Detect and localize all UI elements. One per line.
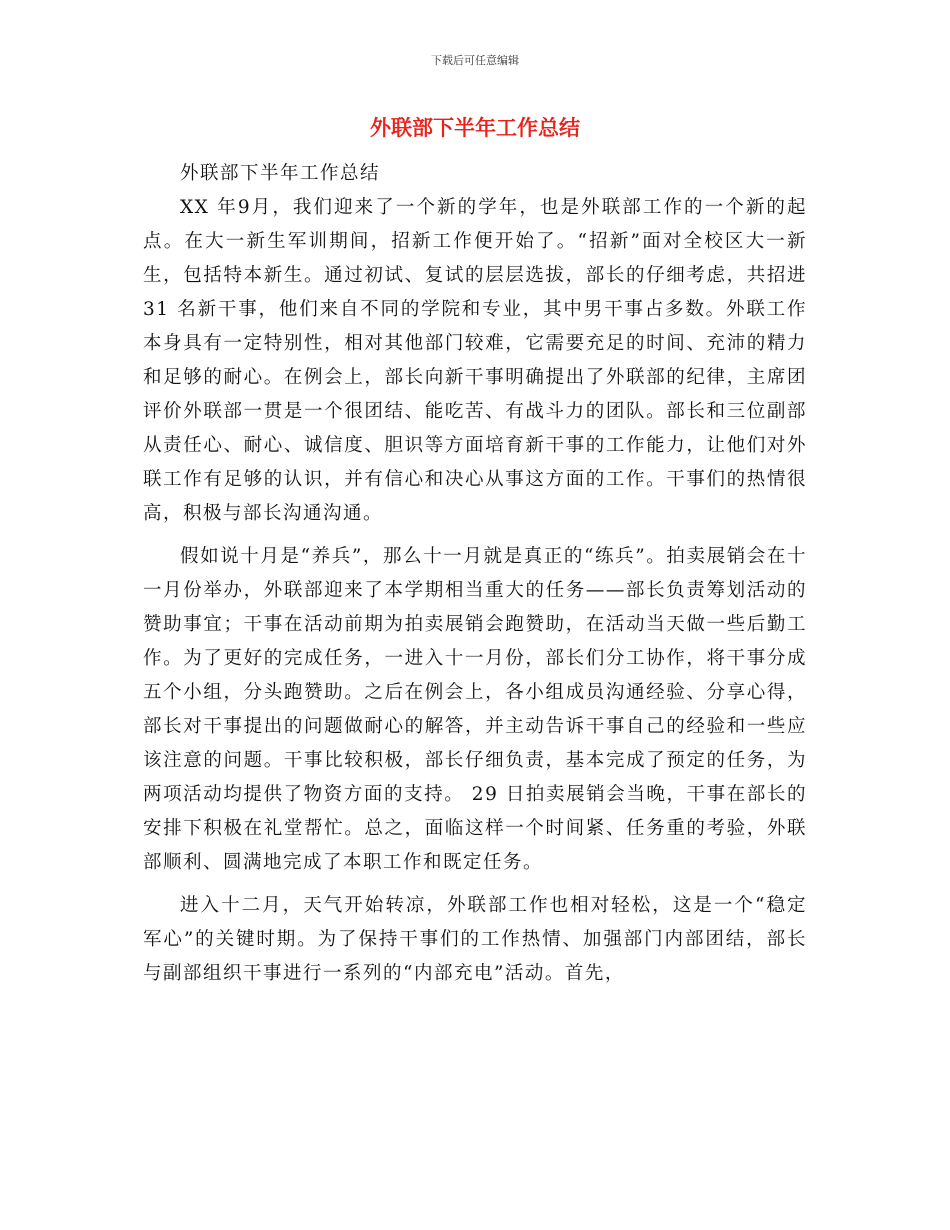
document-body bbox=[143, 157, 807, 991]
document-subtitle: 外联部下半年工作总结 bbox=[180, 163, 381, 184]
paragraph-recruitment: XX 年9月，我们迎来了一个新的学年，也是外联部工作的一个新的起点。在大一新生军训期间，招新工作便开始了。“招新”面对全校区大一新生，包括特本新生。通过初试、复试的层层选拔，部长的仔细考虑，共招进 31 名新干事，他们来自不同的学院和专业，其中男干事占多数。外联工作本身具有一定特别性，相对其他部门较难，它需要充足的时间、充沛的精力和足够的耐心。在例会上，部长向新干事明确提出了外联部的纪律，主席团评价外联部一贯是一个很团结、能吃苦、有战斗力的团队。部长和三位副部从责任心、耐心、诚信度、胆识等方面培育新干事的工作能力，让他们对外联工作有足够的认识，并有信心和决心从事这方面的工作。干事们的热情很高，积极与部长沟通沟通。 bbox=[143, 197, 807, 524]
document-title: 外联部下半年工作总结 bbox=[370, 116, 580, 140]
paragraph-december: 进入十二月，天气开始转凉，外联部工作也相对轻松，这是一个“稳定军心”的关键时期。为了保持干事们的工作热情、加强部门内部团结，部长与副部组织干事进行一系列的“内部充电”活动。首先， bbox=[143, 895, 807, 984]
paragraph-november: 假如说十月是“养兵”，那么十一月就是真正的“练兵”。拍卖展销会在十一月份举办，外联部迎来了本学期相当重大的任务——部长负责筹划活动的赞助事宜；干事在活动前期为拍卖展销会跑赞助，在活动当天做一些后勤工作。为了更好的完成任务，一进入十一月份，部长们分工协作，将干事分成五个小组，分头跑赞助。之后在例会上，各小组成员沟通经验、分享心得，部长对干事提出的问题做耐心的解答，并主动告诉干事自己的经验和一些应该注意的问题。干事比较积极，部长仔细负责，基本完成了预定的任务，为两项活动均提供了物资方面的支持。 29 日拍卖展销会当晚，干事在部长的安排下积极在礼堂帮忙。总之，面临这样一个时间紧、任务重的考验，外联部顺利、圆满地完成了本职工作和既定任务。 bbox=[143, 546, 807, 873]
header-note: 下载后可任意编辑 bbox=[431, 54, 519, 67]
